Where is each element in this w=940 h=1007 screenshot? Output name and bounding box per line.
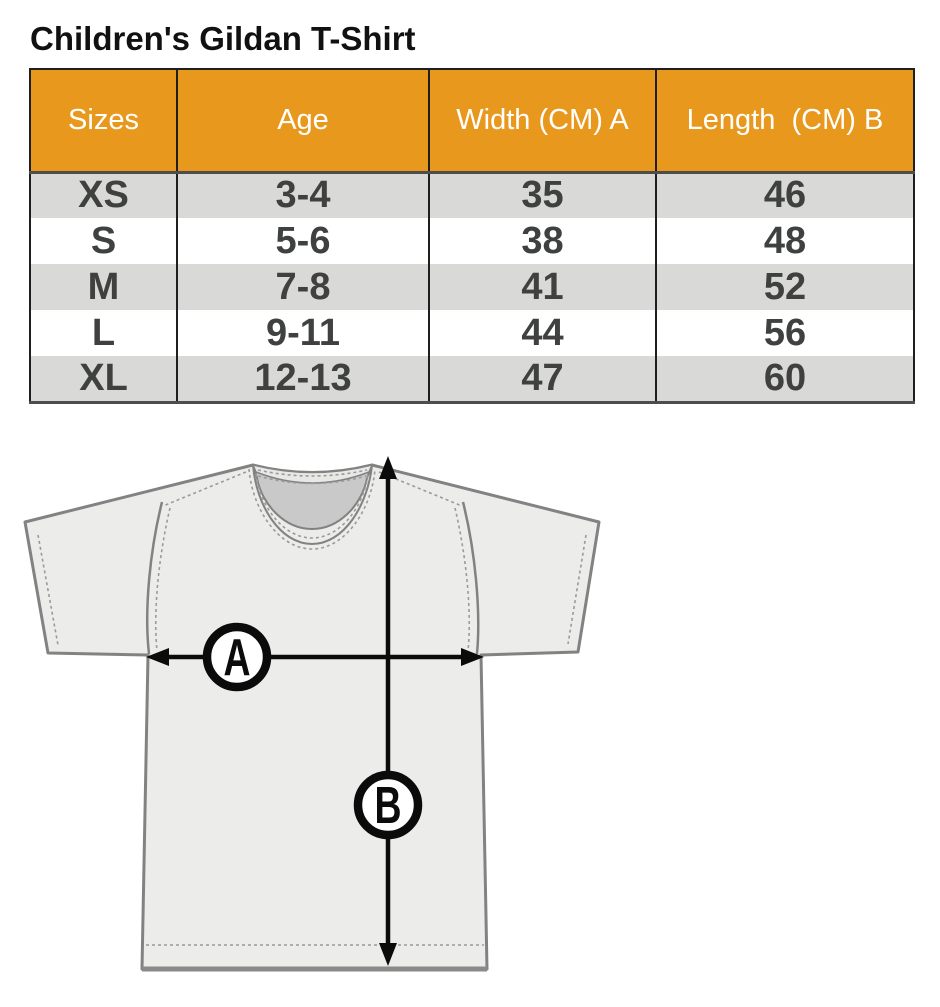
table-row	[30, 310, 914, 356]
cell-length: 46	[656, 172, 914, 218]
table-row	[30, 172, 914, 218]
cell-width: 35	[429, 172, 656, 218]
cell-length: 48	[656, 218, 914, 264]
length-marker-label: B	[374, 775, 402, 835]
column-header-age: Age	[177, 69, 429, 172]
cell-age: 7-8	[177, 264, 429, 310]
cell-age: 12-13	[177, 356, 429, 402]
width-marker	[207, 627, 267, 687]
cell-width: 44	[429, 310, 656, 356]
page-title: Children's Gildan T-Shirt	[30, 20, 416, 57]
cell-size: L	[91, 311, 116, 354]
cell-size: S	[90, 219, 117, 262]
table-row	[30, 218, 914, 264]
cell-age: 9-11	[177, 310, 429, 356]
column-header-length: Length (CM) B	[656, 69, 914, 172]
table-row	[30, 264, 914, 310]
width-marker-label: A	[223, 627, 251, 687]
column-header-width: Width (CM) A	[429, 69, 656, 172]
cell-size: M	[87, 265, 120, 308]
cell-width: 38	[429, 218, 656, 264]
cell-size: XS	[78, 174, 129, 217]
size-table-header-row	[30, 69, 914, 172]
column-header-sizes: Sizes	[30, 69, 177, 172]
cell-width: 47	[429, 356, 656, 402]
length-marker	[358, 775, 418, 835]
size-table	[29, 68, 915, 404]
table-row	[30, 356, 914, 402]
cell-age: 3-4	[177, 172, 429, 218]
cell-size: XL	[79, 356, 128, 399]
cell-length: 60	[656, 356, 914, 402]
cell-age: 5-6	[177, 218, 429, 264]
cell-length: 52	[656, 264, 914, 310]
cell-width: 41	[429, 264, 656, 310]
cell-length: 56	[656, 310, 914, 356]
tshirt-measurement-diagram	[0, 450, 940, 1007]
